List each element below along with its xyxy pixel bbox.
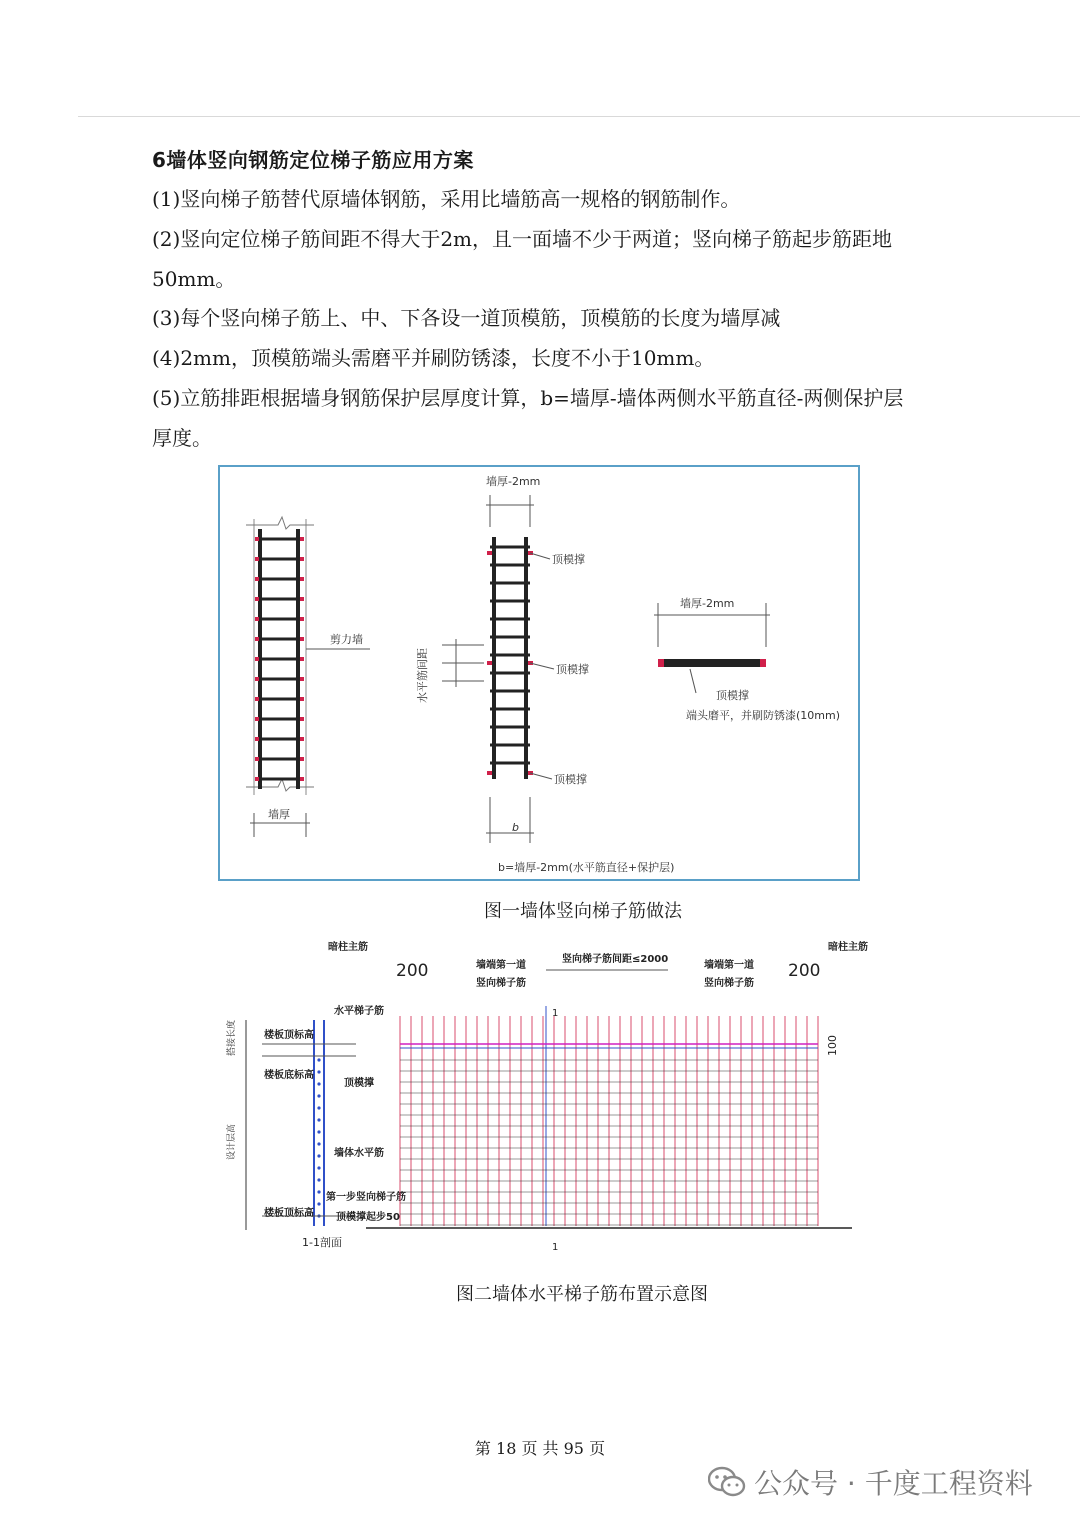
rebar-dot — [300, 677, 304, 681]
rebar-dot — [255, 577, 259, 581]
top-brace-label: 顶模撑 — [556, 663, 589, 676]
left-dim-top-label: 搭接长度 — [227, 1019, 237, 1056]
end-note-label: 端头磨平，并刷防锈漆(10mm) — [686, 709, 841, 722]
first-vertical-label: 顶模撑起步50 — [336, 1212, 400, 1223]
brace-end — [487, 661, 492, 665]
section-heading: 6墙体竖向钢筋定位梯子筋应用方案 — [152, 148, 474, 172]
brace-end — [487, 551, 492, 555]
paragraph: (1)竖向梯子筋替代原墙体钢筋，采用比墙筋高一规格的钢筋制作。 — [152, 187, 741, 211]
wall-end-first-label: 墙端第一道 — [476, 960, 526, 971]
rebar-dot — [317, 1154, 320, 1157]
figure1-frame — [218, 465, 860, 881]
rebar-dot — [255, 597, 259, 601]
rebar-dot — [317, 1142, 320, 1145]
rebar-dot — [317, 1094, 320, 1097]
rebar-dot — [317, 1070, 320, 1073]
thickness-minus-2-label: 墙厚-2mm — [486, 475, 541, 488]
figure1-caption: 图一墙体竖向梯子筋做法 — [484, 901, 682, 922]
shear-wall-ladder — [246, 517, 314, 795]
horizontal-spacing-label: 水平筋间距 — [416, 648, 429, 703]
paragraph: (5)立筋排距根据墙身钢筋保护层厚度计算，b=墙厚-墙体两侧水平筋直径-两侧保护层 — [152, 386, 904, 410]
section-title-label: 1-1剖面 — [302, 1236, 342, 1249]
rebar-dot — [300, 737, 304, 741]
figure2-caption: 图二墙体水平梯子筋布置示意图 — [456, 1284, 708, 1305]
first-vertical-label: 第一步竖向梯子筋 — [326, 1192, 406, 1203]
rebar-dot — [255, 697, 259, 701]
wall-end-first-label: 竖向梯子筋 — [704, 978, 754, 989]
rebar-dot — [255, 637, 259, 641]
rebar-dot — [300, 577, 304, 581]
rebar-dot — [317, 1190, 320, 1193]
dimension-label: 100 — [826, 1035, 839, 1056]
rebar-dot — [317, 1178, 320, 1181]
rebar-dot — [300, 777, 304, 781]
hidden-column-label: 暗柱主筋 — [328, 942, 368, 953]
slab-top-elevation-label: 楼板顶标高 — [264, 1030, 314, 1041]
paragraph: (3)每个竖向梯子筋上、中、下各设一道顶模筋，顶模筋的长度为墙厚减 — [152, 306, 781, 330]
paragraph: (2)竖向定位梯子筋间距不得大于2m，且一面墙不少于两道；竖向梯子筋起步筋距地 — [152, 227, 893, 251]
rebar-dot — [255, 537, 259, 541]
paragraph: (4)2mm，顶模筋端头需磨平并刷防锈漆，长度不小于10mm。 — [152, 346, 715, 370]
horizontal-ladder-label: 水平梯子筋 — [334, 1006, 384, 1017]
watermark-text: 公众号 · 千度工程资料 — [754, 1467, 1033, 1500]
dimension-label: 200 — [788, 961, 821, 981]
rebar-dot — [300, 717, 304, 721]
top-brace-label: 顶模撑 — [552, 553, 585, 566]
top-brace-label: 顶模撑 — [716, 689, 749, 702]
rebar-dot — [317, 1058, 320, 1061]
page-footer: 第 18 页 共 95 页 — [474, 1439, 606, 1458]
rebar-dot — [255, 677, 259, 681]
hidden-column-label: 暗柱主筋 — [828, 942, 868, 953]
rebar-dot — [255, 737, 259, 741]
wechat-icon — [708, 1466, 746, 1498]
shear-wall-label: 剪力墙 — [330, 633, 363, 646]
rebar-dot — [255, 717, 259, 721]
paragraph: 厚度。 — [152, 426, 212, 450]
rebar-dot — [255, 757, 259, 761]
brace-end — [487, 771, 492, 775]
wall-thickness-label: 墙厚 — [268, 808, 290, 821]
top-brace-label: 顶模撑 — [554, 773, 587, 786]
b-formula-label: b=墙厚-2mm(水平筋直径+保护层) — [498, 861, 675, 874]
rebar-dot — [255, 777, 259, 781]
rebar-dot — [317, 1082, 320, 1085]
left-dim-bottom-label: 设计层高 — [227, 1123, 237, 1160]
rebar-dot — [255, 557, 259, 561]
rebar-dot — [255, 657, 259, 661]
rebar-dot — [300, 617, 304, 621]
section-mark-label: 1 — [552, 1008, 559, 1019]
rebar-dot — [317, 1166, 320, 1169]
paragraph: 50mm。 — [152, 267, 236, 291]
figure2-diagram — [216, 930, 876, 1260]
rebar-dot — [300, 597, 304, 601]
rebar-dot — [255, 617, 259, 621]
rebar-dot — [317, 1202, 320, 1205]
wall-horizontal-label: 墙体水平筋 — [334, 1148, 384, 1159]
top-brace-label: 顶模撑 — [344, 1078, 374, 1089]
rebar-dot — [317, 1118, 320, 1121]
rebar-dot — [300, 757, 304, 761]
rebar-dot — [300, 537, 304, 541]
header-rule — [78, 116, 1080, 117]
thickness-minus-2-label: 墙厚-2mm — [680, 597, 735, 610]
figure1-diagram — [220, 467, 858, 879]
b-label: b — [512, 821, 519, 834]
ladder-spacing-label: 竖向梯子筋间距≤2000 — [562, 954, 669, 965]
slab-bottom-elevation-label: 楼板底标高 — [264, 1070, 314, 1081]
rebar-dot — [300, 657, 304, 661]
section-mark-label: 1 — [552, 1242, 559, 1253]
rebar-dot — [317, 1130, 320, 1133]
rebar-dot — [300, 557, 304, 561]
dimension-label: 200 — [396, 961, 429, 981]
rebar-dot — [300, 697, 304, 701]
rebar-dot — [300, 637, 304, 641]
wall-end-first-label: 竖向梯子筋 — [476, 978, 526, 989]
watermark — [708, 1462, 1033, 1502]
rebar-dot — [317, 1106, 320, 1109]
wall-end-first-label: 墙端第一道 — [704, 960, 754, 971]
slab-top-elevation-label: 楼板顶标高 — [264, 1208, 314, 1219]
